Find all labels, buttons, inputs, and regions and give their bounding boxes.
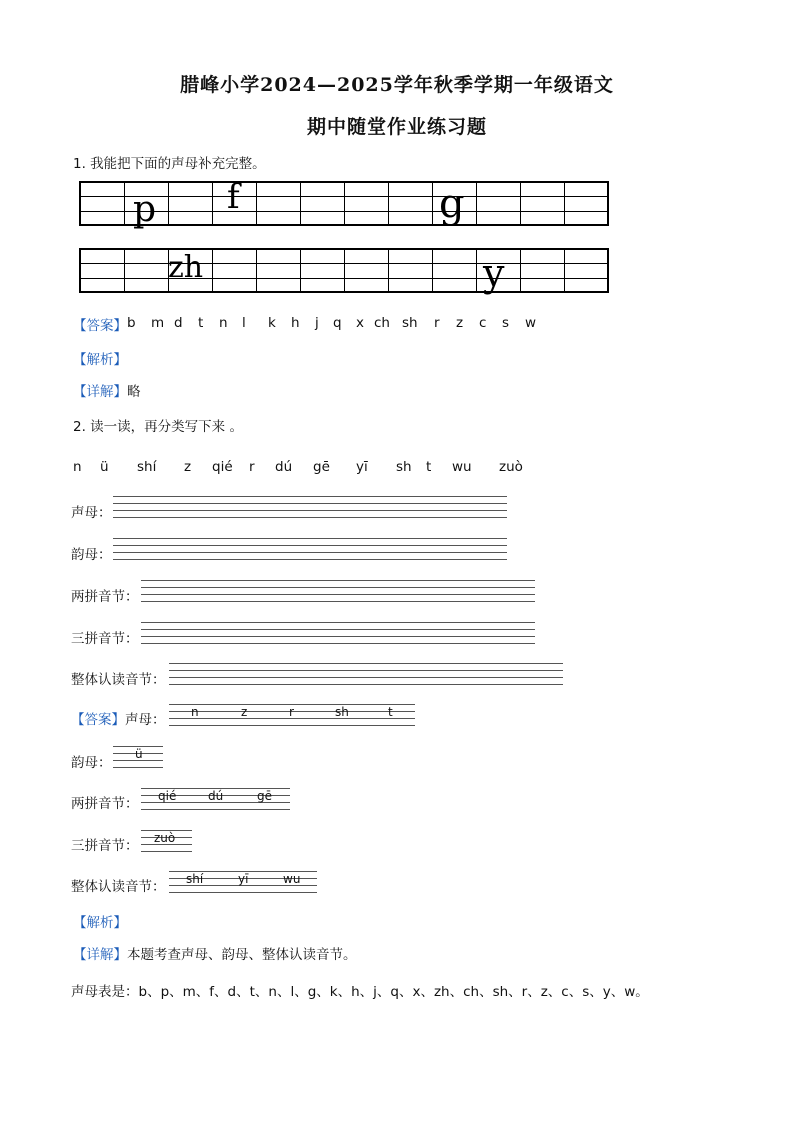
- answer-label-liangpin: 两拼音节：: [71, 796, 139, 812]
- grid-letter-g: g: [439, 181, 465, 227]
- syllable: ü: [100, 459, 109, 475]
- syllable: t: [426, 459, 432, 475]
- pinyin-grid-row-2: [79, 248, 609, 293]
- writing-lines-liangpin[interactable]: [141, 580, 535, 602]
- syllable: gē: [313, 459, 330, 475]
- answer-letter: h: [291, 315, 300, 331]
- syllable: n: [73, 459, 82, 475]
- answer-yunmu-1: ü: [135, 747, 143, 761]
- answer-letter: l: [242, 315, 246, 331]
- answer-lines-zhengti: [169, 871, 317, 893]
- answer-letter: x: [356, 315, 364, 331]
- q2-shengmu-table: [71, 980, 649, 1000]
- q1-answer-tag: 【答案】: [73, 318, 127, 334]
- answer-label-zhengti: 整体认读音节：: [71, 879, 166, 895]
- syllable: yī: [356, 459, 368, 475]
- answer-zhengti-3: wu: [283, 872, 301, 886]
- answer-lines-yunmu: [113, 746, 163, 768]
- q1-detail: [73, 380, 141, 400]
- answer-letter: t: [198, 315, 204, 331]
- writing-lines-zhengti[interactable]: [169, 663, 563, 685]
- q1-detail-tag: 【详解】: [73, 384, 127, 400]
- answer-letter: c: [479, 315, 487, 331]
- answer-zhengti-2: yī: [238, 872, 249, 886]
- answer-letter: s: [502, 315, 510, 331]
- question-2-prompt: 2. 读一读，再分类写下来 。: [73, 419, 243, 435]
- grid-letter-y: y: [483, 251, 505, 295]
- answer-liangpin-2: dú: [208, 789, 224, 803]
- grid-letter-f: f: [227, 177, 240, 217]
- q2-answer-shengmu-row: [71, 708, 166, 728]
- syllable: shí: [137, 459, 157, 475]
- answer-letter: ch: [374, 315, 390, 331]
- answer-label-shengmu: 声母：: [125, 712, 166, 728]
- syllable: z: [184, 459, 192, 475]
- answer-letter: m: [151, 315, 165, 331]
- answer-letter: sh: [402, 315, 418, 331]
- answer-letter: k: [268, 315, 276, 331]
- answer-shengmu-4: sh: [335, 705, 349, 719]
- answer-lines-sanpin: [141, 830, 192, 852]
- answer-shengmu-3: r: [289, 705, 294, 719]
- q1-detail-text: 略: [127, 384, 141, 400]
- answer-letter: n: [219, 315, 228, 331]
- answer-sanpin-1: zuò: [154, 831, 176, 845]
- writing-lines-sanpin[interactable]: [141, 622, 535, 644]
- shengmu-table-list: b、p、m、f、d、t、n、l、g、k、h、j、q、x、zh、ch、sh、r、z、c、s、y、w。: [138, 984, 649, 1000]
- answer-liangpin-1: qié: [158, 789, 177, 803]
- q1-analysis-tag: 【解析】: [73, 352, 127, 368]
- q2-detail-text: 本题考查声母、韵母、整体认读音节。: [127, 947, 357, 963]
- syllable: sh: [396, 459, 412, 475]
- answer-label-yunmu: 韵母：: [71, 755, 112, 771]
- category-label-yunmu: 韵母：: [71, 547, 112, 563]
- answer-zhengti-1: shí: [186, 872, 204, 886]
- syllable: dú: [275, 459, 293, 475]
- page-title: 腊峰小学2024—2025学年秋季学期一年级语文: [180, 74, 614, 96]
- q2-analysis-tag: 【解析】: [73, 915, 127, 931]
- shengmu-table-label: 声母表是：: [71, 984, 139, 1000]
- answer-letter: w: [525, 315, 537, 331]
- q2-detail-tag: 【详解】: [73, 947, 127, 963]
- answer-letter: d: [174, 315, 183, 331]
- category-label-zhengti: 整体认读音节：: [71, 672, 166, 688]
- question-1-prompt: 1. 我能把下面的声母补充完整。: [73, 156, 266, 172]
- answer-lines-liangpin: [141, 788, 290, 810]
- q2-answer-tag: 【答案】: [71, 712, 125, 728]
- category-label-sanpin: 三拼音节：: [71, 631, 139, 647]
- writing-lines-yunmu[interactable]: [113, 538, 507, 560]
- answer-lines-shengmu: [169, 704, 415, 726]
- answer-shengmu-1: n: [191, 705, 199, 719]
- answer-letter: r: [434, 315, 440, 331]
- answer-liangpin-3: gē: [257, 789, 272, 803]
- answer-letter: j: [315, 315, 319, 331]
- page-subtitle: 期中随堂作业练习题: [306, 116, 487, 138]
- answer-letter: z: [456, 315, 464, 331]
- grid-letter-zh: zh: [168, 250, 204, 285]
- syllable: r: [249, 459, 255, 475]
- writing-lines-shengmu[interactable]: [113, 496, 507, 518]
- category-label-liangpin: 两拼音节：: [71, 589, 139, 605]
- answer-label-sanpin: 三拼音节：: [71, 838, 139, 854]
- answer-letter: q: [333, 315, 342, 331]
- answer-shengmu-2: z: [241, 705, 248, 719]
- category-label-shengmu: 声母：: [71, 505, 112, 521]
- pinyin-grid-row-1: [79, 177, 609, 230]
- syllable: wu: [452, 459, 472, 475]
- grid-letter-p: p: [133, 189, 157, 230]
- q2-detail: [73, 943, 357, 963]
- answer-shengmu-5: t: [388, 705, 393, 719]
- syllable: zuò: [499, 459, 523, 475]
- answer-letter: b: [127, 315, 136, 331]
- syllable: qié: [212, 459, 233, 475]
